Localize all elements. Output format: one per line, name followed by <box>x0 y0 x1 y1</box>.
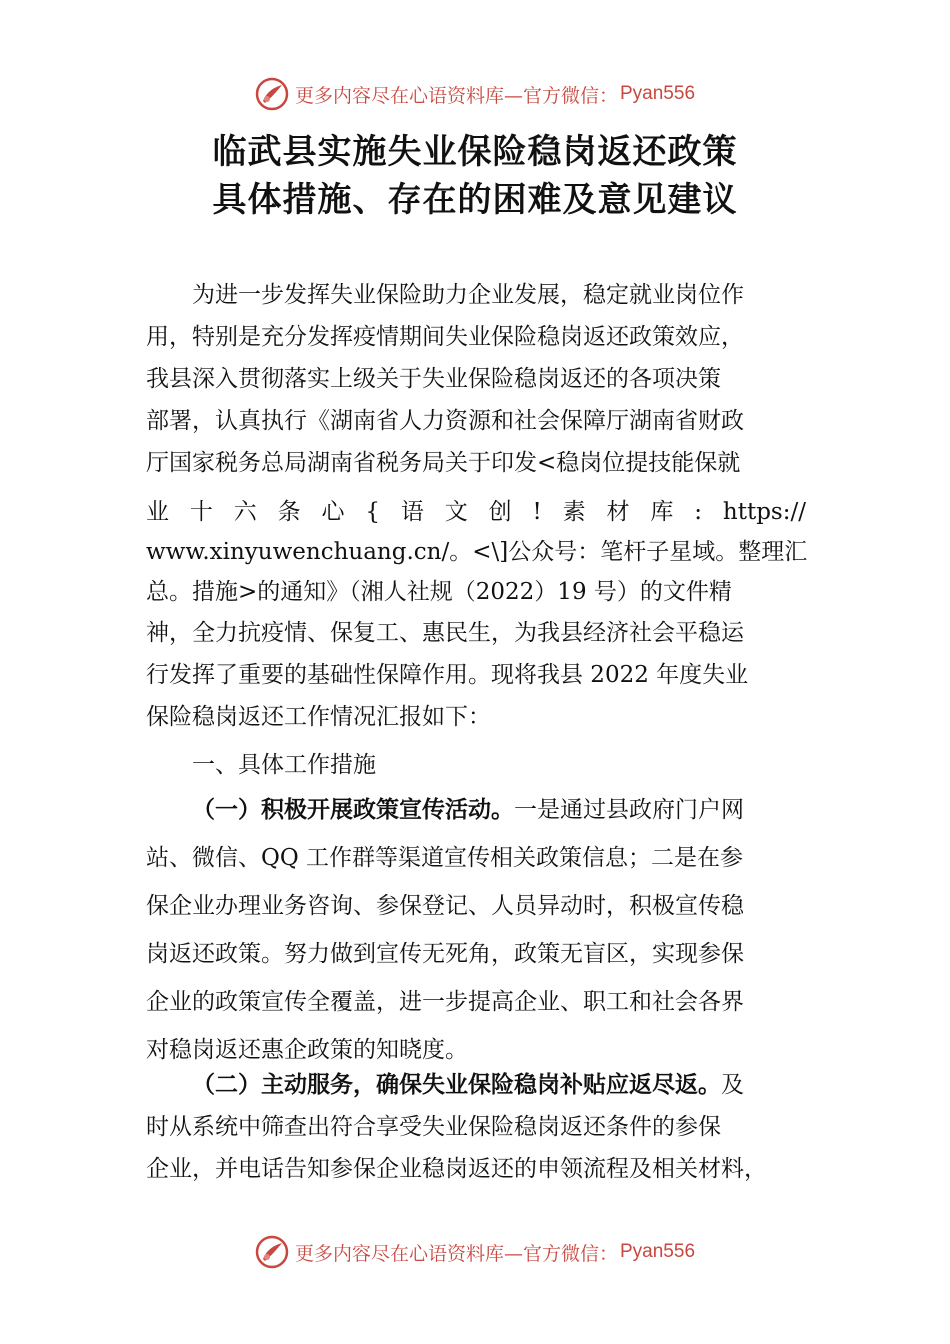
spaced-char: { <box>365 499 381 525</box>
spaced-char: https:// <box>722 499 806 525</box>
document-title-line-2: 具体措施、存在的困难及意见建议 <box>212 180 738 220</box>
watermark-text: 更多内容尽在心语资料库—官方微信： <box>294 84 618 107</box>
text-line <box>146 1064 806 1106</box>
item-1-paragraph <box>146 786 806 1074</box>
watermark-banner-bottom <box>0 1232 950 1272</box>
text-line <box>146 786 806 834</box>
text-line: 部署，认真执行《湖南省人力资源和社会保障厅湖南省财政 <box>146 408 744 434</box>
spaced-char: 业 <box>146 499 169 525</box>
text-line: 保企业办理业务咨询、参保登记、人员异动时，积极宣传稳 <box>146 893 744 919</box>
intro-paragraph-end <box>146 612 806 738</box>
spaced-char: 心 <box>321 499 345 525</box>
text-line: 时从系统中筛查出符合享受失业保险稳岗返还条件的参保 <box>146 1114 721 1140</box>
spaced-char: 条 <box>277 499 301 525</box>
item-1-text: 一是通过县政府门户网 <box>514 797 744 823</box>
text-line: 神，全力抗疫情、保复工、惠民生，为我县经济社会平稳运 <box>146 620 744 646</box>
item-2-label: （二）主动服务，确保失业保险稳岗补贴应返尽返。 <box>192 1072 721 1098</box>
spaced-char: ! <box>532 499 542 525</box>
watermark-wechat-id: Pyan556 <box>620 83 696 104</box>
intro-paragraph <box>146 274 806 484</box>
watermark-text: 更多内容尽在心语资料库—官方微信： <box>294 1242 618 1265</box>
text-line: 企业的政策宣传全覆盖，进一步提高企业、职工和社会各界 <box>146 989 744 1015</box>
spaced-char: 文 <box>444 499 468 525</box>
spaced-char: 材 <box>606 499 630 525</box>
spaced-char: 十 <box>189 499 213 525</box>
spaced-char: 素 <box>562 499 586 525</box>
spaced-char: : <box>694 499 703 525</box>
brush-logo-icon <box>255 77 289 111</box>
text-line: 站、微信、QQ 工作群等渠道宣传相关政策信息；二是在参 <box>146 845 744 871</box>
text-line: 保险稳岗返还工作情况汇报如下： <box>146 704 491 730</box>
item-1-label: （一）积极开展政策宣传活动。 <box>192 797 514 823</box>
text-line: 为进一步发挥失业保险助力企业发展，稳定就业岗位作 <box>192 282 744 308</box>
section-heading <box>146 744 806 786</box>
section-heading-text: 一、具体工作措施 <box>192 752 376 778</box>
text-line: www.xinyuwenchuang.cn/。<\]公众号：笔杆子星域。整理汇 <box>146 539 808 565</box>
spaced-text-line <box>146 492 806 532</box>
watermark-banner-top <box>0 74 950 114</box>
item-2-paragraph <box>146 1064 806 1190</box>
spaced-char: 六 <box>233 499 257 525</box>
text-line: 我县深入贯彻落实上级关于失业保险稳岗返还的各项决策 <box>146 366 721 392</box>
spaced-char: 库 <box>650 499 674 525</box>
text-line: 总。措施>的通知》（湘人社规（2022）19 号）的文件精 <box>146 579 732 605</box>
text-line: 对稳岗返还惠企政策的知晓度。 <box>146 1037 468 1063</box>
intro-paragraph-continued <box>146 492 806 612</box>
item-2-text: 及 <box>721 1072 744 1098</box>
watermark-wechat-id: Pyan556 <box>620 1241 696 1262</box>
text-line: 用，特别是充分发挥疫情期间失业保险稳岗返还政策效应， <box>146 324 744 350</box>
text-line: 岗返还政策。努力做到宣传无死角，政策无盲区，实现参保 <box>146 941 744 967</box>
text-line: 企业，并电话告知参保企业稳岗返还的申领流程及相关材料， <box>146 1156 767 1182</box>
spaced-char: 创 <box>488 499 512 525</box>
text-line: 厅国家税务总局湖南省税务局关于印发<稳岗位提技能保就 <box>146 450 741 476</box>
document-title-line-1: 临武县实施失业保险稳岗返还政策 <box>212 132 738 172</box>
brush-logo-icon <box>255 1235 289 1269</box>
spaced-char: 语 <box>400 499 424 525</box>
text-line: 行发挥了重要的基础性保障作用。现将我县 2022 年度失业 <box>146 662 749 688</box>
